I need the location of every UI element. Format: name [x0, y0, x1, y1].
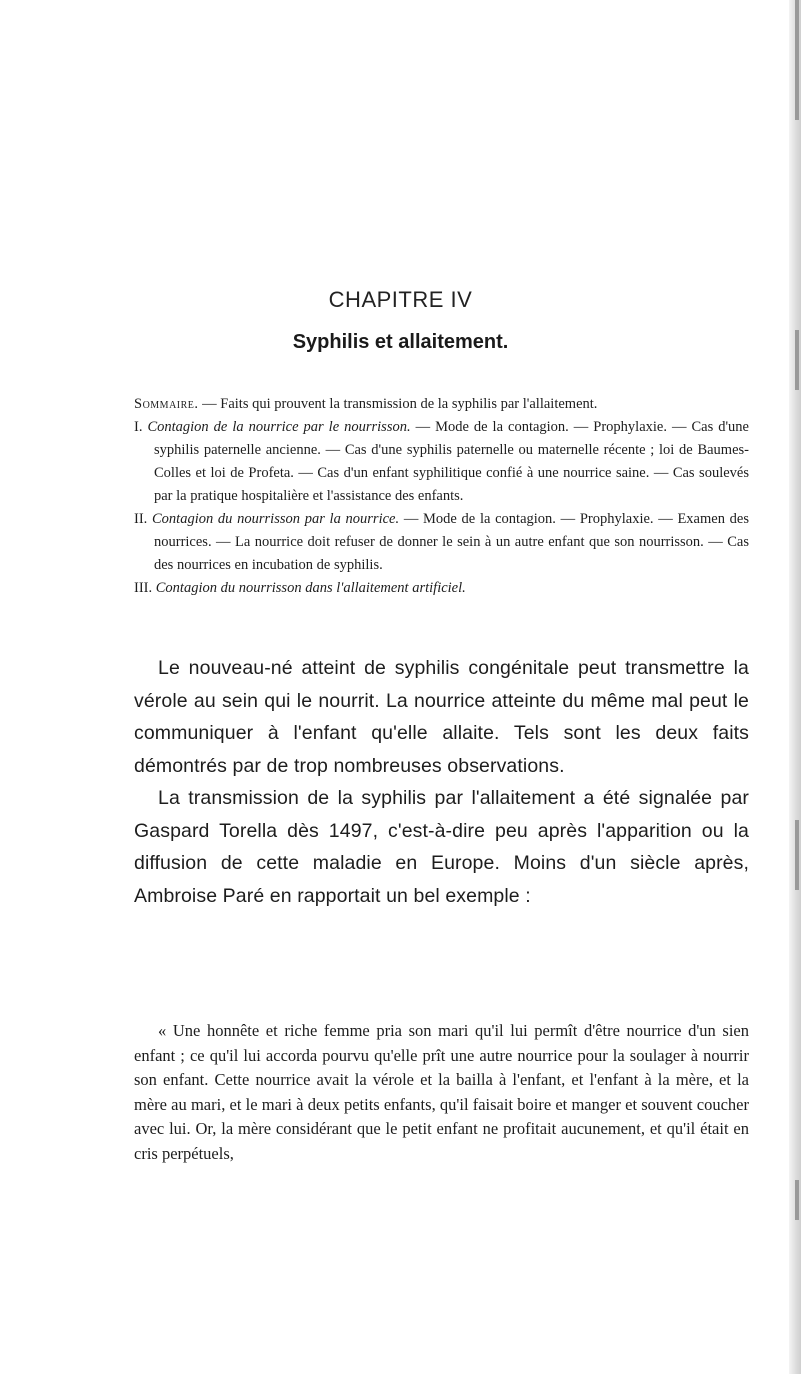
section-numeral: II. [134, 511, 152, 527]
summary-block [134, 393, 749, 600]
chapter-heading: CHAPITRE IV [328, 287, 473, 312]
section-title: Contagion du nourrisson dans l'allaitement artificiel. [155, 580, 466, 596]
section-title: Contagion du nourrisson par la nourrice. [152, 511, 400, 527]
summary-section [134, 508, 749, 577]
page-edge-mark [795, 0, 799, 120]
section-numeral: I. [134, 419, 148, 435]
page-edge-mark [795, 1180, 799, 1220]
section-title: Contagion de la nourrice par le nourrisson. [147, 419, 411, 435]
body-text [134, 652, 749, 912]
summary-label: Sommaire. [134, 396, 199, 412]
summary-intro [134, 393, 749, 416]
quote-paragraph: « Une honnête et riche femme pria son mari qu'il lui permît d'être nourrice d'un sien enfant ; ce qu'il lui accorda pourvu qu'elle prît une autre nourrice pour la soulager à nourrir son enfant. Cette nourrice avait la vérole et la bailla à l'enfant, et l'enfant à la mère, et la mère au mari, et le mari à deux petits enfants, qu'il faisait boire et manger et souvent coucher avec lui. Or, la mère considérant que le petit enfant ne profitait aucunement, et qu'il était en cris perpétuels, [134, 1021, 749, 1163]
summary-intro-text: — Faits qui prouvent la transmission de la syphilis par l'allaitement. [198, 396, 598, 412]
body-paragraph: La transmission de la syphilis par l'allaitement a été signalée par Gaspard Torella dès 1497, c'est-à-dire peu après l'apparition ou la diffusion de cette maladie en Europe. Moins d'un siècle après, Ambroise Paré en rapportait un bel exemple : [134, 787, 749, 907]
section-numeral: III. [134, 580, 156, 596]
page-edge-mark [795, 820, 799, 890]
body-paragraph: Le nouveau-né atteint de syphilis congénitale peut transmettre la vérole au sein qui le nourrit. La nourrice atteinte du même mal peut le communiquer à l'enfant qu'elle allaite. Tels sont les deux faits démontrés par de trop nombreuses observations. [134, 657, 749, 777]
section-text: — Mode de la contagion. — Prophylaxie. — Examen des nourrices. — La nourrice doit refuser de donner le sein à un autre enfant que son nourrisson. — Cas des nourrices en incubation de syphilis. [154, 511, 749, 573]
section-text: — Mode de la contagion. — Prophylaxie. — Cas d'une syphilis paternelle ancienne. — Cas d'une syphilis paternelle ou maternelle récente ; loi de Baumes-Colles et loi de Profeta. — Cas d'un enfant syphilitique confié à une nourrice saine. — Cas soulevés par la pratique hospitalière et l'assistance des enfants. [154, 419, 749, 504]
chapter-title: Syphilis et allaitement. [292, 331, 509, 353]
page-edge [789, 0, 801, 1374]
summary-section [134, 577, 749, 600]
quotation [134, 1019, 749, 1166]
summary-section [134, 416, 749, 508]
